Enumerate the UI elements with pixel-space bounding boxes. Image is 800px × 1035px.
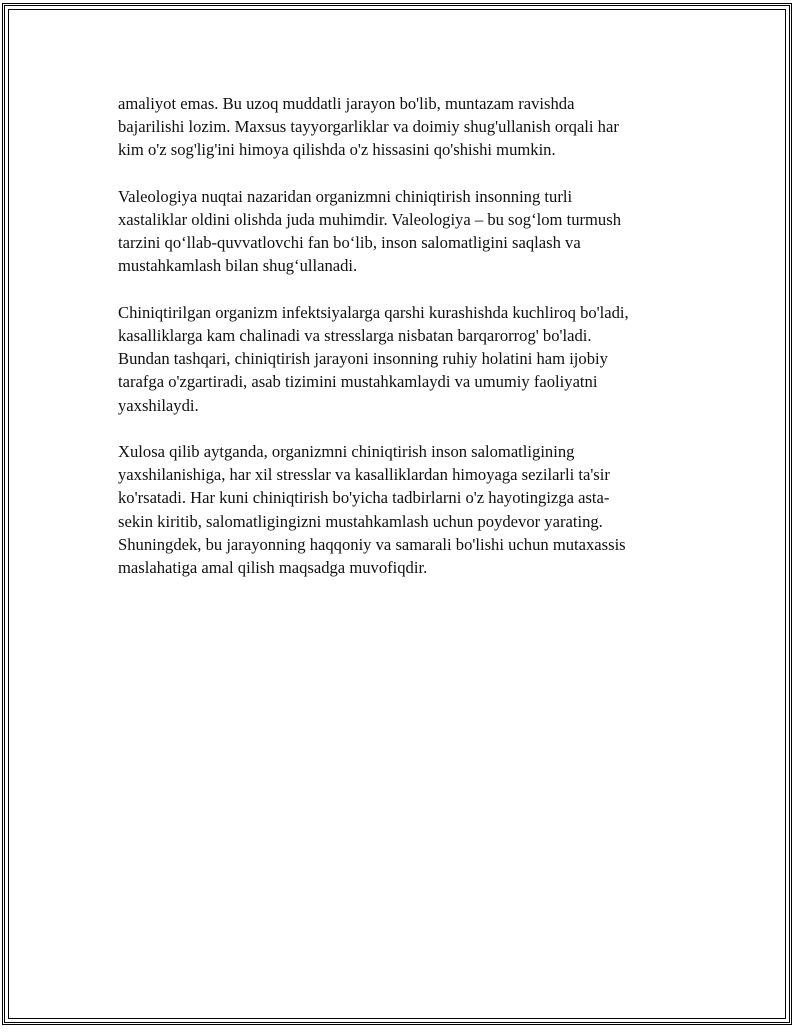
paragraph-3: Chiniqtirilgan organizm infektsiyalarga qarshi kurashishda kuchliroq bo'ladi, kasalliklarga kam chalinadi va stresslarga nisbatan barqarorrog' bo'ladi. Bundan tashqari, chiniqtirish jarayoni insonning ruhiy holatini ham ijobiy tarafga o'zgartiradi, asab tizimini mustahkamlaydi va umumiy faoliyatni yaxshilaydi.	[118, 302, 629, 415]
paragraph-1: amaliyot emas. Bu uzoq muddatli jarayon bo'lib, muntazam ravishda bajarilishi lozim. Maxsus tayyorgarliklar va doimiy shug'ullanish orqali har kim o'z sog'lig'ini himoya qilishda o'z hissasini qo'shishi mumkin.	[118, 94, 619, 160]
paragraph-4: Xulosa qilib aytganda, organizmni chiniqtirish inson salomatligining yaxshilanishiga, har xil stresslar va kasalliklardan himoyaga sezilarli ta'sir ko'rsatadi. Har kuni chiniqtirish bo'yicha tadbirlarni o'z hayotingizga asta- sekin kiritib, salomatligingizni mustahkamlash uchun poydevor yarating. Shuningdek, bu jarayonning haqqoniy va samarali bo'lishi uchun mutaxassis maslahatiga amal qilish maqsadga muvofiqdir.	[118, 442, 626, 578]
document-body	[118, 92, 693, 602]
paragraph-2: Valeologiya nuqtai nazaridan organizmni chiniqtirish insonning turli xastaliklar oldini olishda juda muhimdir. Valeologiya – bu sog‘lom turmush tarzini qo‘llab-quvvatlovchi fan bo‘lib, inson salomatligini saqlash va mustahkamlash bilan shug‘ullanadi.	[118, 186, 621, 276]
